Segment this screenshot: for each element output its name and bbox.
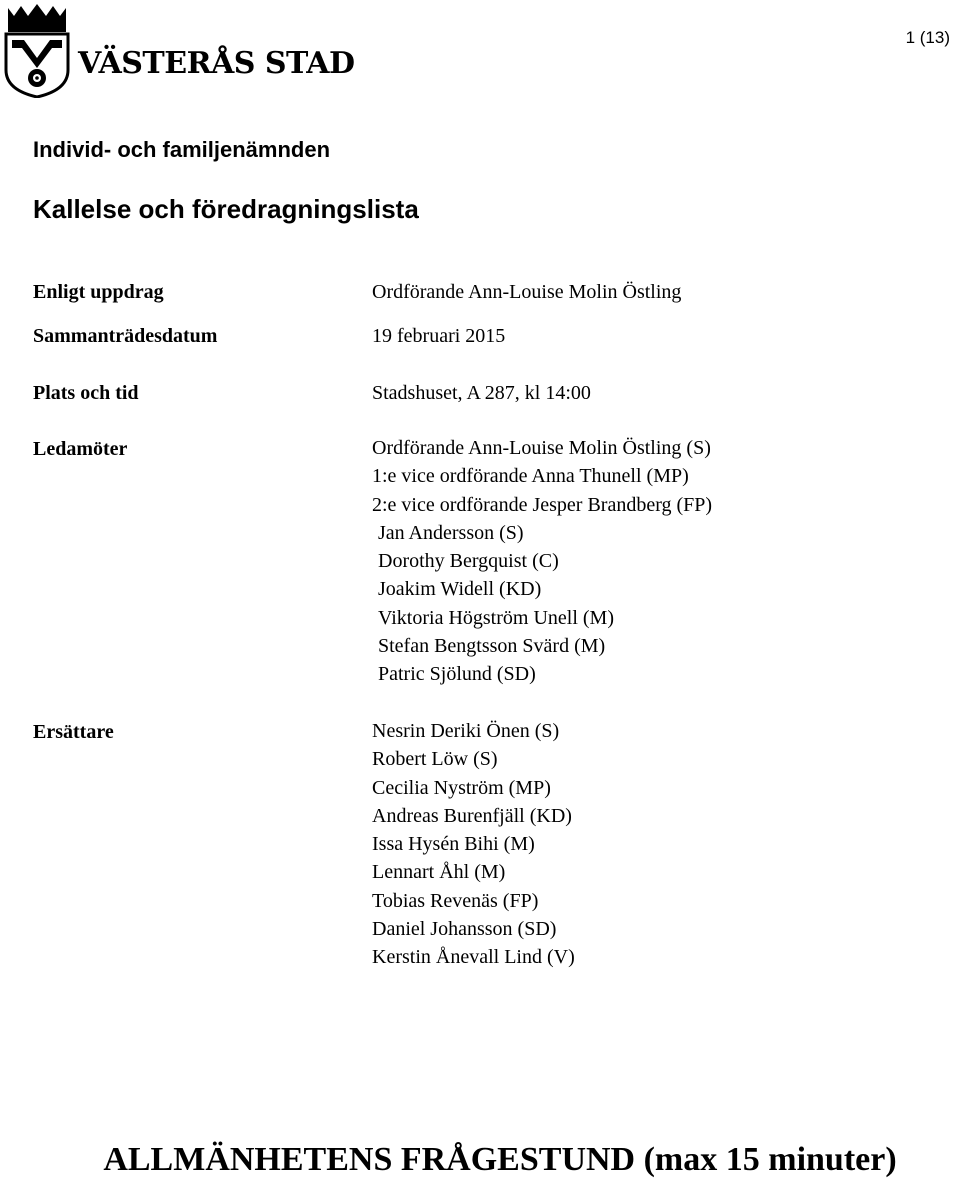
- place-label: Plats och tid: [33, 382, 139, 404]
- section-heading: ALLMÄNHETENS FRÅGESTUND (max 15 minuter): [103, 1141, 897, 1178]
- list-item: Lennart Åhl (M): [372, 861, 506, 884]
- date-label: Sammanträdesdatum: [33, 325, 218, 347]
- place-value: Stadshuset, A 287, kl 14:00: [372, 382, 591, 404]
- list-item: Nesrin Deriki Önen (S): [372, 720, 560, 742]
- list-item: Stefan Bengtsson Svärd (M): [378, 635, 606, 658]
- members-label: Ledamöter: [33, 438, 128, 460]
- list-item: Jan Andersson (S): [378, 521, 524, 544]
- list-item: 1:e vice ordförande Anna Thunell (MP): [372, 465, 689, 488]
- date-value: 19 februari 2015: [372, 325, 506, 347]
- committee-name: Individ- och familjenämnden: [33, 137, 331, 162]
- substitutes-label: Ersättare: [33, 721, 114, 743]
- list-item: Joakim Widell (KD): [378, 578, 542, 601]
- list-item: Robert Löw (S): [372, 748, 498, 771]
- list-item: Tobias Revenäs (FP): [372, 889, 539, 912]
- logo-text: VÄSTERÅS STAD: [78, 46, 355, 81]
- assignment-value: Ordförande Ann-Louise Molin Östling: [372, 281, 682, 303]
- list-item: Dorothy Bergquist (C): [378, 550, 559, 573]
- list-item: Kerstin Ånevall Lind (V): [372, 946, 575, 969]
- members-list: [372, 434, 712, 689]
- list-item: 2:e vice ordförande Jesper Brandberg (FP): [372, 493, 713, 516]
- list-item: Viktoria Högström Unell (M): [378, 606, 614, 629]
- list-item: Patric Sjölund (SD): [378, 663, 536, 686]
- document-title: Kallelse och föredragningslista: [33, 194, 419, 224]
- list-item: Andreas Burenfjäll (KD): [372, 804, 572, 827]
- assignment-label: Enligt uppdrag: [33, 281, 164, 303]
- list-item: Ordförande Ann-Louise Molin Östling (S): [372, 437, 711, 459]
- city-crest-icon: [4, 4, 70, 103]
- list-item: Daniel Johansson (SD): [372, 918, 557, 941]
- substitutes-list: [372, 717, 575, 972]
- list-item: Issa Hysén Bihi (M): [372, 833, 535, 856]
- list-item: Cecilia Nyström (MP): [372, 776, 551, 799]
- page-number: 1 (13): [905, 28, 950, 47]
